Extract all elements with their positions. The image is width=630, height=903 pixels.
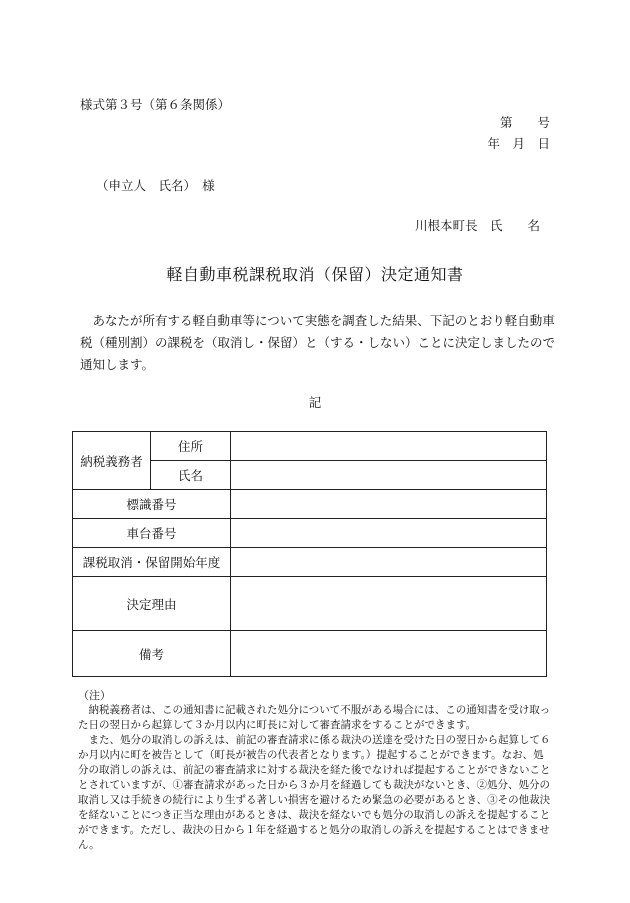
reason-field[interactable] <box>231 577 547 631</box>
remarks-label: 備考 <box>73 631 231 677</box>
note-paragraph-1: 納税義務者は、この通知書に記載された処分について不服がある場合には、この通知書を受け取った日の翌日から起算して３か月以内に町長に対して審査請求をすることができます。 <box>78 704 551 731</box>
form-number: 様式第３号（第６条関係） <box>80 97 231 112</box>
name-label: 氏名 <box>151 461 231 490</box>
start-year-field[interactable] <box>231 548 547 577</box>
document-title: 軽自動車税課税取消（保留）決定通知書 <box>166 265 464 284</box>
ki-heading: 記 <box>308 395 322 410</box>
document-date: 年 月 日 <box>487 136 550 151</box>
table-row <box>73 631 547 677</box>
decision-table <box>72 431 547 677</box>
taxpayer-label: 納税義務者 <box>73 432 151 490</box>
sender-line: 川根本町長 氏 名 <box>414 218 540 233</box>
plate-number-field[interactable] <box>231 490 547 519</box>
table-row <box>73 577 547 631</box>
table-row <box>73 548 547 577</box>
address-field[interactable] <box>231 432 547 461</box>
plate-number-label: 標識番号 <box>73 490 231 519</box>
notes-heading: （注） <box>78 689 111 702</box>
chassis-number-field[interactable] <box>231 519 547 548</box>
remarks-field[interactable] <box>231 631 547 677</box>
note-paragraph-2: また、処分の取消しの訴えは、前記の審査請求に係る裁決の送達を受けた日の翌日から起算して６か月以内に町を被告として（町長が被告の代表者となります。）提起することができます。なお、処分の取消しの訴えは、前記の審査請求に対する裁決を経た後でなければ提起することができないこととされていますが、①審査請求があった日から３か月を経過しても裁決がないとき、②処分、処分の取消し又は手続きの続行により生ずる著しい損害を避けるため緊急の必要があるとき、③その他裁決を経ないことにつき正当な理由があるときは、裁決を経ないでも処分の取消しの訴えを提起することができます。ただし、裁決の日から１年を経過すると処分の取消しの訴えを提起することはできません。 <box>78 734 551 851</box>
start-year-label: 課税取消・保留開始年度 <box>73 548 231 577</box>
document-number: 第 号 <box>499 115 550 130</box>
table-row <box>73 432 547 461</box>
reason-label: 決定理由 <box>73 577 231 631</box>
chassis-number-label: 車台番号 <box>73 519 231 548</box>
notice-body: あなたが所有する軽自動車等について実態を調査した結果、下記のとおり軽自動車税（種別割）の課税を（取消し・保留）と（する・しない）ことに決定しましたので通知します。 <box>80 313 556 372</box>
table-row <box>73 490 547 519</box>
name-field[interactable] <box>231 461 547 490</box>
address-label: 住所 <box>151 432 231 461</box>
recipient-line: （申立人 氏名） 様 <box>96 178 215 193</box>
table-row <box>73 519 547 548</box>
